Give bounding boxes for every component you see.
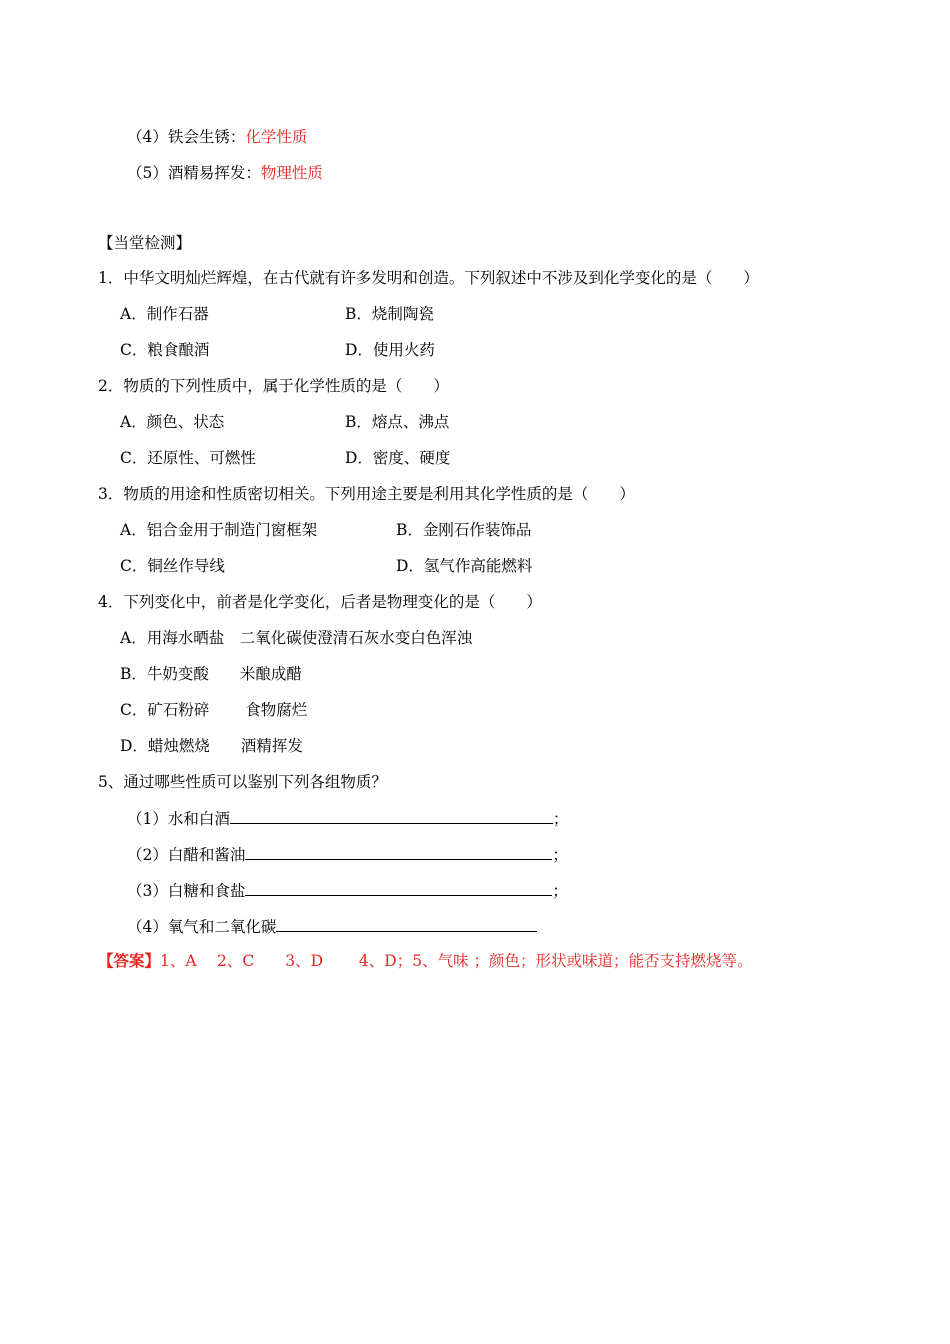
question-1-stem: 1．中华文明灿烂辉煌，在古代就有许多发明和创造。下列叙述中不涉及到化学变化的是（ ）: [98, 269, 759, 287]
answer-blank-3[interactable]: [245, 880, 552, 896]
question-2-option-b: B．熔点、沸点: [345, 413, 450, 431]
question-5-item-4: [127, 916, 537, 937]
question-1-option-d: D．使用火药: [345, 341, 435, 359]
answer-text: 1、A 2、C 3、D 4、D；5、气味 ；颜色；形状或味道；能否支持燃烧等。: [160, 952, 753, 970]
question-2-option-c: C．还原性、可燃性: [120, 449, 256, 467]
question-1-option-c: C．粮食酿酒: [120, 341, 210, 359]
question-4-option-a: A．用海水晒盐 二氧化碳使澄清石灰水变白色浑浊: [120, 629, 473, 647]
answer-line: [98, 951, 753, 971]
question-3-option-d: D．氢气作高能燃料: [396, 557, 533, 575]
question-3-option-c: C．铜丝作导线: [120, 557, 225, 575]
property-item-4-answer: 化学性质: [245, 128, 308, 146]
answer-blank-2[interactable]: [245, 844, 552, 860]
question-5-item-3: [127, 880, 568, 901]
question-2-stem: 2．物质的下列性质中，属于化学性质的是（ ）: [98, 377, 449, 395]
answer-blank-1[interactable]: [230, 808, 553, 824]
question-4-stem: 4．下列变化中，前者是化学变化，后者是物理变化的是（ ）: [98, 593, 542, 611]
question-5-item-2: [127, 844, 568, 865]
question-4-option-c: C．矿石粉碎 食物腐烂: [120, 701, 308, 719]
question-5-item-3-label: （3）白糖和食盐: [127, 882, 246, 900]
question-5-item-1-end: ；: [552, 810, 569, 828]
section-title: 【当堂检测】: [98, 234, 192, 252]
question-4-option-d: D．蜡烛燃烧 酒精挥发: [120, 737, 303, 755]
question-1-option-a: A．制作石器: [120, 305, 209, 323]
property-item-4: [127, 127, 307, 147]
question-3-option-b: B．金刚石作装饰品: [396, 521, 532, 539]
property-item-5-answer: 物理性质: [260, 164, 323, 182]
question-1-option-b: B．烧制陶瓷: [345, 305, 434, 323]
question-5-item-1-label: （1）水和白酒: [127, 810, 230, 828]
question-5-item-4-label: （4）氧气和二氧化碳: [127, 918, 277, 936]
question-2-option-a: A．颜色、状态: [120, 413, 225, 431]
property-item-5: [127, 163, 323, 183]
question-3-option-a: A．铝合金用于制造门窗框架: [120, 521, 318, 539]
question-3-stem: 3．物质的用途和性质密切相关。下列用途主要是利用其化学性质的是（ ）: [98, 485, 635, 503]
question-2-option-d: D．密度、硬度: [345, 449, 451, 467]
property-item-5-label: （5）酒精易挥发：: [127, 164, 261, 182]
question-4-option-b: B．牛奶变酸 米酿成醋: [120, 665, 302, 683]
question-5-stem: 5、通过哪些性质可以鉴别下列各组物质？: [98, 773, 387, 791]
question-5-item-2-end: ；: [552, 846, 568, 864]
property-item-4-label: （4）铁会生锈：: [127, 128, 246, 146]
answer-blank-4[interactable]: [276, 916, 537, 932]
question-5-item-2-label: （2）白醋和酱油: [127, 846, 246, 864]
question-5-item-1: [127, 808, 568, 829]
answer-label: 【答案】: [98, 951, 161, 970]
question-5-item-3-end: ；: [552, 882, 568, 900]
